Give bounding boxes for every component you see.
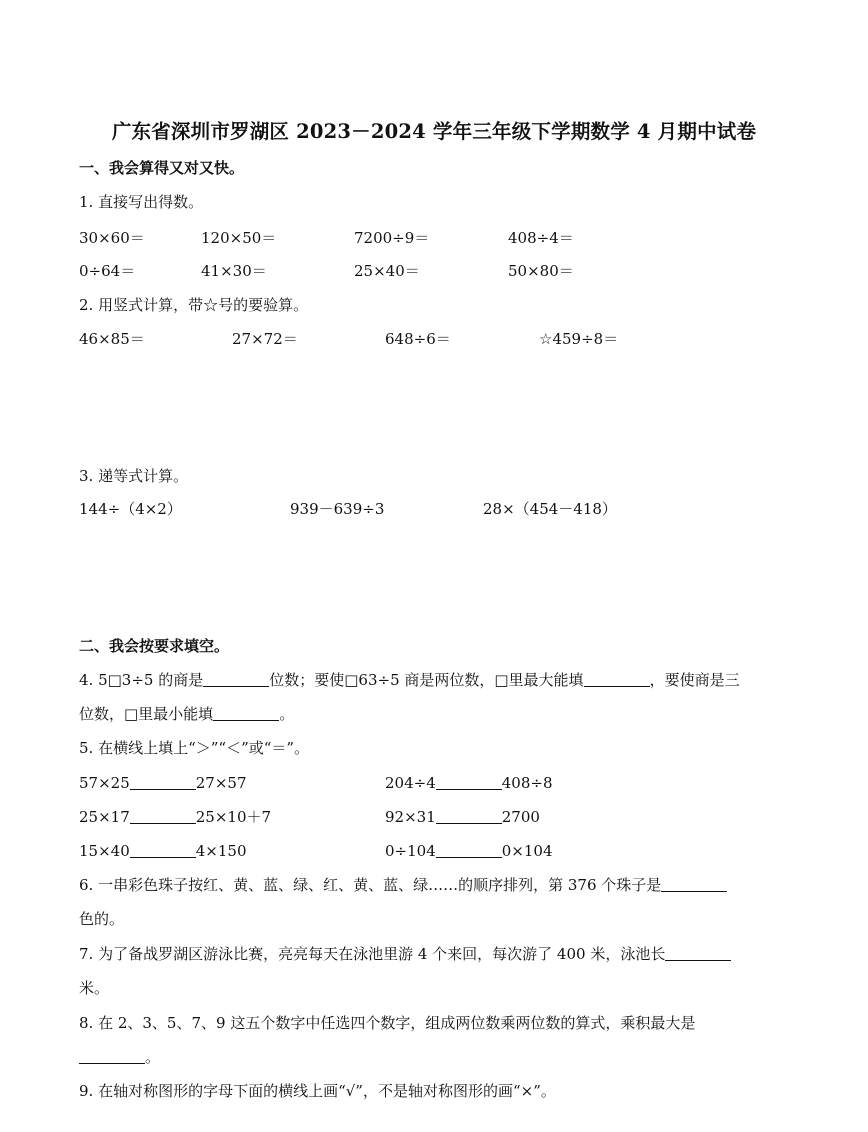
q5-expr: 15×40 [79, 842, 130, 860]
answer-blank[interactable] [436, 808, 502, 824]
q1-label: 1. 直接写出得数。 [79, 193, 204, 211]
q2-label: 2. 用竖式计算，带☆号的要验算。 [79, 296, 309, 314]
q1-item: 0÷64＝ [79, 262, 136, 280]
q4-text: 。 [279, 705, 295, 723]
q5-expr: 4×150 [195, 842, 247, 860]
q2-item: 648÷6＝ [385, 330, 451, 348]
q3-item: 28×（454－418） [483, 500, 617, 518]
q9-label: 9. 在轴对称图形的字母下面的横线上画“√”，不是轴对称图形的画“×”。 [79, 1082, 556, 1100]
answer-blank[interactable] [436, 774, 502, 790]
q4-text: 4. 5□3÷5 的商是 [79, 671, 204, 689]
q1-item: 7200÷9＝ [354, 229, 430, 247]
q5-expr: 408÷8 [501, 774, 553, 792]
q1-item: 41×30＝ [201, 262, 267, 280]
page-title: 广东省深圳市罗湖区 2023－2024 学年三年级下学期数学 4 月期中试卷 [111, 120, 757, 143]
q3-label: 3. 递等式计算。 [79, 467, 189, 485]
q3-item: 144÷（4×2） [79, 500, 182, 518]
q2-item: 27×72＝ [232, 330, 298, 348]
q1-item: 25×40＝ [354, 262, 420, 280]
q5-compare [79, 773, 247, 793]
q4-line2 [79, 704, 294, 724]
q5-compare [79, 807, 271, 827]
q6-text-part: 色的。 [79, 910, 125, 928]
q5-expr: 0×104 [501, 842, 553, 860]
q6-text-part: 6. 一串彩色珠子按红、黄、蓝、绿、红、黄、蓝、绿……的顺序排列，第 376 个珠子是 [79, 876, 662, 894]
q5-expr: 57×25 [79, 774, 130, 792]
q5-expr: 27×57 [195, 774, 247, 792]
answer-blank[interactable] [130, 842, 196, 858]
q5-compare [385, 841, 553, 861]
q5-compare [385, 773, 553, 793]
q1-item: 120×50＝ [201, 229, 277, 247]
answer-blank[interactable] [584, 671, 650, 687]
q5-expr: 92×31 [385, 808, 436, 826]
q6-text [79, 868, 789, 936]
q5-expr: 25×17 [79, 808, 130, 826]
q3-item: 939－639÷3 [290, 500, 385, 518]
section-1-heading: 一、我会算得又对又快。 [79, 159, 245, 177]
q7-text-part: 米。 [79, 979, 110, 997]
q5-expr: 2700 [501, 808, 540, 826]
answer-blank[interactable] [213, 705, 279, 721]
q4-line1 [79, 670, 740, 690]
q8-text-part: 8. 在 2、3、5、7、9 这五个数字中任选四个数字，组成两位数乘两位数的算式，乘积最大是 [79, 1014, 696, 1032]
answer-blank[interactable] [665, 945, 731, 961]
q1-item: 50×80＝ [508, 262, 574, 280]
section-2-heading: 二、我会按要求填空。 [79, 637, 230, 655]
q8-text [79, 1006, 789, 1074]
q5-compare [79, 841, 247, 861]
q8-text-part: 。 [145, 1048, 161, 1066]
q2-item: 46×85＝ [79, 330, 145, 348]
q4-text: 位数，□里最小能填 [79, 705, 214, 723]
q1-item: 408÷4＝ [508, 229, 574, 247]
q7-text [79, 937, 789, 1005]
q7-text-part: 7. 为了备战罗湖区游泳比赛，亮亮每天在泳池里游 4 个来回，每次游了 400 米，泳池长 [79, 945, 666, 963]
answer-blank[interactable] [130, 774, 196, 790]
answer-blank[interactable] [79, 1048, 145, 1064]
answer-blank[interactable] [661, 876, 727, 892]
q1-item: 30×60＝ [79, 229, 145, 247]
answer-blank[interactable] [436, 842, 502, 858]
answer-blank[interactable] [130, 808, 196, 824]
q2-item: ☆459÷8＝ [539, 330, 619, 348]
q5-expr: 204÷4 [385, 774, 436, 792]
q4-text: 位数；要使□63÷5 商是两位数，□里最大能填 [269, 671, 584, 689]
answer-blank[interactable] [203, 671, 269, 687]
q5-compare [385, 807, 540, 827]
q5-expr: 25×10＋7 [195, 808, 272, 826]
q5-expr: 0÷104 [385, 842, 436, 860]
q5-label: 5. 在横线上填上“＞”“＜”或“＝”。 [79, 739, 310, 757]
q4-text: ，要使商是三 [649, 671, 740, 689]
